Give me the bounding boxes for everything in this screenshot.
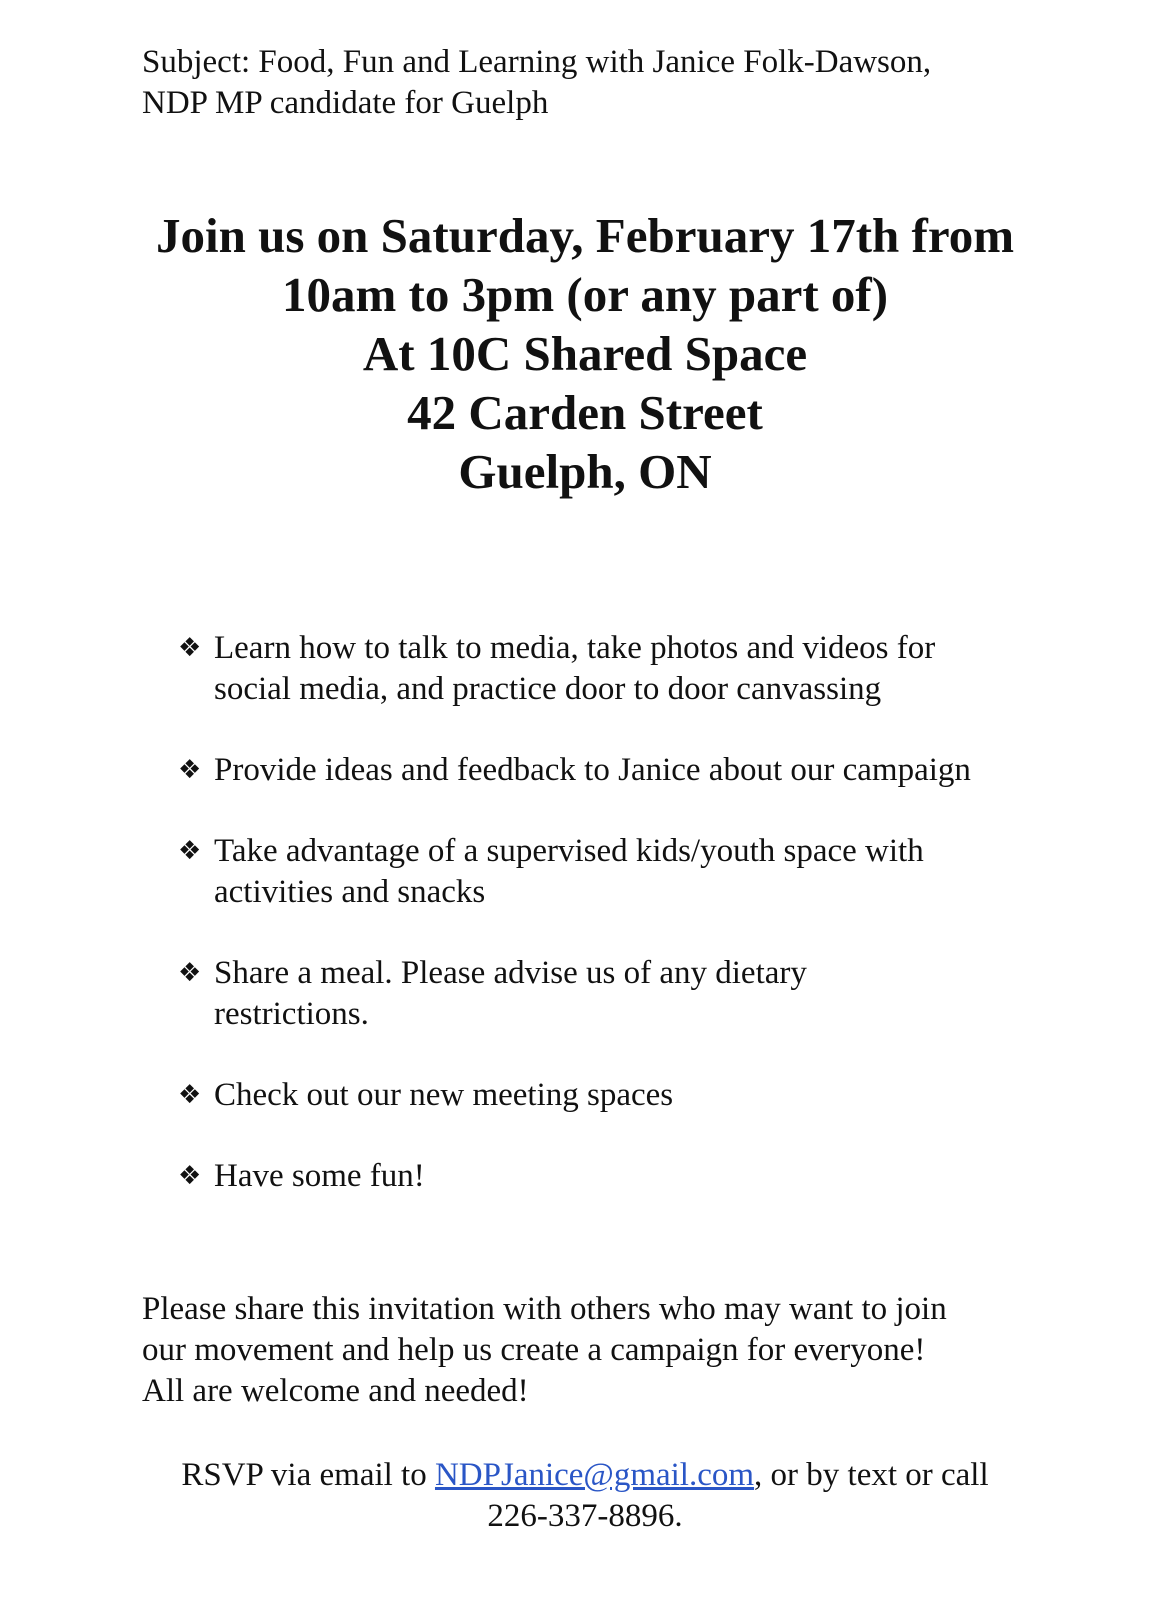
list-item bbox=[178, 953, 1078, 1035]
diamond-bullet-icon: ❖ bbox=[178, 836, 202, 866]
headline-venue: At 10C Shared Space bbox=[362, 326, 808, 381]
rsvp-line-1 bbox=[0, 1455, 1170, 1496]
diamond-bullet-icon: ❖ bbox=[178, 958, 202, 988]
event-headline bbox=[0, 206, 1170, 501]
rsvp-email-link[interactable]: NDPJanice@gmail.com bbox=[434, 1457, 755, 1493]
rsvp-paragraph bbox=[0, 1455, 1170, 1537]
subject-line-1: Subject: Food, Fun and Learning with Janice Folk-Dawson, bbox=[142, 44, 932, 80]
headline-city: Guelph, ON bbox=[458, 444, 712, 499]
list-item-text: Take advantage of a supervised kids/youth space with bbox=[214, 833, 924, 869]
list-item bbox=[178, 628, 1078, 710]
list-item-text: restrictions. bbox=[214, 996, 369, 1032]
diamond-bullet-icon: ❖ bbox=[178, 1161, 202, 1191]
share-line-1: Please share this invitation with others who may want to join bbox=[142, 1291, 947, 1327]
subject-line bbox=[142, 42, 1042, 124]
diamond-bullet-icon: ❖ bbox=[178, 1080, 202, 1110]
list-item-text: Have some fun! bbox=[214, 1158, 425, 1194]
list-item bbox=[178, 831, 1078, 913]
list-item-text: Share a meal. Please advise us of any dietary bbox=[214, 955, 807, 991]
subject-line-2: NDP MP candidate for Guelph bbox=[142, 85, 549, 121]
headline-street: 42 Carden Street bbox=[407, 385, 763, 440]
rsvp-phone: 226-337-8896. bbox=[487, 1498, 683, 1534]
headline-time: 10am to 3pm (or any part of) bbox=[281, 267, 889, 322]
share-paragraph bbox=[142, 1289, 1042, 1412]
list-item-text: social media, and practice door to door canvassing bbox=[214, 671, 882, 707]
share-line-3: All are welcome and needed! bbox=[142, 1373, 529, 1409]
diamond-bullet-icon: ❖ bbox=[178, 755, 202, 785]
list-item bbox=[178, 1156, 1078, 1197]
diamond-bullet-icon: ❖ bbox=[178, 633, 202, 663]
rsvp-prefix: RSVP via email to bbox=[181, 1457, 435, 1493]
list-item-text: activities and snacks bbox=[214, 874, 486, 910]
list-item bbox=[178, 1075, 1078, 1116]
rsvp-suffix: , or by text or call bbox=[754, 1457, 989, 1493]
list-item bbox=[178, 750, 1078, 791]
list-item-text: Provide ideas and feedback to Janice about our campaign bbox=[214, 752, 971, 788]
share-line-2: our movement and help us create a campaign for everyone! bbox=[142, 1332, 926, 1368]
activity-list bbox=[178, 628, 1078, 1237]
headline-date: Join us on Saturday, February 17th from bbox=[155, 208, 1015, 263]
list-item-text: Check out our new meeting spaces bbox=[214, 1077, 674, 1113]
list-item-text: Learn how to talk to media, take photos and videos for bbox=[214, 630, 936, 666]
